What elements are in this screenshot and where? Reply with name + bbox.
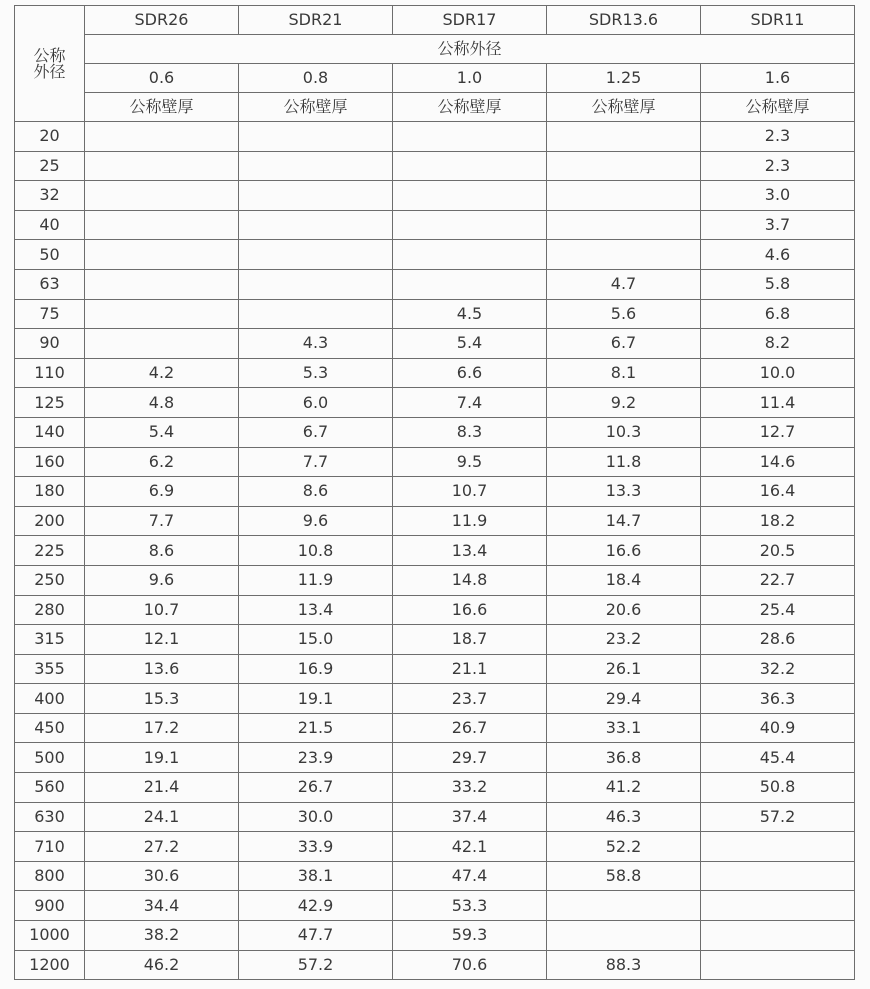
wall-thickness-cell: 46.3 <box>547 802 701 832</box>
wall-thickness-cell <box>85 181 239 211</box>
table-row <box>15 477 855 507</box>
pressure-values-row <box>15 64 855 93</box>
wall-thickness-cell: 57.2 <box>701 802 855 832</box>
sdr-label: SDR11 <box>701 6 855 35</box>
wall-thickness-cell: 4.5 <box>393 299 547 329</box>
wall-thickness-cell: 2.3 <box>701 151 855 181</box>
wall-thickness-cell: 21.4 <box>85 773 239 803</box>
table-row <box>15 832 855 862</box>
wall-thickness-cell: 23.2 <box>547 625 701 655</box>
wall-thickness-cell: 6.7 <box>547 329 701 359</box>
outer-diameter-cell: 32 <box>15 181 85 211</box>
wall-thickness-cell: 22.7 <box>701 565 855 595</box>
wall-thickness-cell: 70.6 <box>393 950 547 980</box>
wall-thickness-cell: 9.2 <box>547 388 701 418</box>
outer-diameter-cell: 75 <box>15 299 85 329</box>
wall-thickness-cell: 52.2 <box>547 832 701 862</box>
table-row <box>15 210 855 240</box>
table-row <box>15 447 855 477</box>
sdr-label: SDR26 <box>85 6 239 35</box>
wall-thickness-cell: 5.4 <box>85 417 239 447</box>
outer-diameter-cell: 20 <box>15 122 85 152</box>
wall-thickness-cell: 8.6 <box>85 536 239 566</box>
wall-thickness-cell: 3.0 <box>701 181 855 211</box>
wall-thickness-cell <box>239 151 393 181</box>
wall-caption-row <box>15 93 855 122</box>
wall-thickness-cell: 8.1 <box>547 358 701 388</box>
wall-thickness-cell: 58.8 <box>547 861 701 891</box>
outer-diameter-cell: 450 <box>15 713 85 743</box>
wall-thickness-cell: 38.1 <box>239 861 393 891</box>
outer-diameter-cell: 315 <box>15 625 85 655</box>
table-row <box>15 802 855 832</box>
outer-diameter-cell: 900 <box>15 891 85 921</box>
wall-thickness-cell: 26.1 <box>547 654 701 684</box>
outer-diameter-cell: 63 <box>15 269 85 299</box>
table-row <box>15 565 855 595</box>
wall-thickness-cell: 6.6 <box>393 358 547 388</box>
wall-thickness-cell: 19.1 <box>85 743 239 773</box>
wall-thickness-cell: 8.6 <box>239 477 393 507</box>
wall-thickness-cell: 11.9 <box>239 565 393 595</box>
table-row <box>15 269 855 299</box>
wall-thickness-cell: 33.9 <box>239 832 393 862</box>
wall-thickness-cell: 50.8 <box>701 773 855 803</box>
wall-thickness-cell: 24.1 <box>85 802 239 832</box>
wall-thickness-cell: 21.5 <box>239 713 393 743</box>
wall-thickness-cell: 32.2 <box>701 654 855 684</box>
wall-thickness-cell: 10.7 <box>85 595 239 625</box>
wall-thickness-cell: 25.4 <box>701 595 855 625</box>
wall-thickness-cell: 6.8 <box>701 299 855 329</box>
wall-thickness-cell: 10.3 <box>547 417 701 447</box>
wall-thickness-cell <box>547 891 701 921</box>
pipe-dimension-table <box>14 5 855 980</box>
wall-thickness-cell: 15.0 <box>239 625 393 655</box>
wall-thickness-cell <box>239 269 393 299</box>
pressure-value: 1.6 <box>701 64 855 93</box>
sdr-label: SDR21 <box>239 6 393 35</box>
wall-thickness-cell <box>393 210 547 240</box>
table-row <box>15 536 855 566</box>
sdr-header-row <box>15 6 855 35</box>
wall-thickness-cell: 8.2 <box>701 329 855 359</box>
outer-diameter-cell: 40 <box>15 210 85 240</box>
wall-thickness-cell: 27.2 <box>85 832 239 862</box>
wall-thickness-cell: 6.7 <box>239 417 393 447</box>
table-row <box>15 358 855 388</box>
wall-thickness-cell: 20.5 <box>701 536 855 566</box>
table-row <box>15 181 855 211</box>
wall-thickness-cell: 20.6 <box>547 595 701 625</box>
outer-diameter-cell: 500 <box>15 743 85 773</box>
table-row <box>15 417 855 447</box>
wall-thickness-cell: 9.5 <box>393 447 547 477</box>
wall-thickness-cell: 53.3 <box>393 891 547 921</box>
wall-thickness-cell: 17.2 <box>85 713 239 743</box>
wall-thickness-cell: 15.3 <box>85 684 239 714</box>
sdr-label: SDR13.6 <box>547 6 701 35</box>
wall-thickness-cell: 46.2 <box>85 950 239 980</box>
wall-thickness-cell: 4.2 <box>85 358 239 388</box>
wall-thickness-cell: 28.6 <box>701 625 855 655</box>
wall-thickness-cell: 16.6 <box>393 595 547 625</box>
wall-thickness-cell: 16.9 <box>239 654 393 684</box>
table-row <box>15 654 855 684</box>
wall-thickness-cell: 14.8 <box>393 565 547 595</box>
wall-thickness-cell: 7.7 <box>239 447 393 477</box>
wall-thickness-cell: 7.7 <box>85 506 239 536</box>
wall-thickness-cell: 19.1 <box>239 684 393 714</box>
wall-thickness-cell <box>85 329 239 359</box>
wall-thickness-cell: 9.6 <box>85 565 239 595</box>
wall-thickness-cell: 88.3 <box>547 950 701 980</box>
wall-thickness-cell <box>701 891 855 921</box>
table-row <box>15 122 855 152</box>
wall-thickness-cell: 23.9 <box>239 743 393 773</box>
table-row <box>15 684 855 714</box>
table-row <box>15 713 855 743</box>
pressure-value: 1.0 <box>393 64 547 93</box>
wall-thickness-cell: 14.6 <box>701 447 855 477</box>
wall-thickness-cell: 11.8 <box>547 447 701 477</box>
wall-thickness-cell: 3.7 <box>701 210 855 240</box>
outer-diameter-cell: 560 <box>15 773 85 803</box>
wall-thickness-cell <box>701 861 855 891</box>
outer-diameter-cell: 180 <box>15 477 85 507</box>
wall-thickness-cell: 4.3 <box>239 329 393 359</box>
wall-thickness-cell: 21.1 <box>393 654 547 684</box>
wall-thickness-cell <box>393 122 547 152</box>
wall-thickness-cell: 10.7 <box>393 477 547 507</box>
wall-thickness-cell <box>85 240 239 270</box>
wall-thickness-cell: 5.8 <box>701 269 855 299</box>
pressure-value: 0.8 <box>239 64 393 93</box>
table-row <box>15 743 855 773</box>
wall-thickness-cell: 26.7 <box>393 713 547 743</box>
wall-thickness-cell: 42.1 <box>393 832 547 862</box>
wall-thickness-cell: 12.1 <box>85 625 239 655</box>
table-row <box>15 506 855 536</box>
outer-diameter-cell: 250 <box>15 565 85 595</box>
wall-thickness-cell: 6.2 <box>85 447 239 477</box>
wall-thickness-caption: 公称壁厚 <box>85 93 239 122</box>
wall-thickness-cell: 23.7 <box>393 684 547 714</box>
pressure-value: 0.6 <box>85 64 239 93</box>
wall-thickness-cell: 6.9 <box>85 477 239 507</box>
outer-diameter-cell: 355 <box>15 654 85 684</box>
wall-thickness-cell: 33.1 <box>547 713 701 743</box>
wall-thickness-cell: 16.4 <box>701 477 855 507</box>
wall-thickness-cell: 6.0 <box>239 388 393 418</box>
wall-thickness-cell: 41.2 <box>547 773 701 803</box>
wall-thickness-cell: 45.4 <box>701 743 855 773</box>
wall-thickness-cell: 8.3 <box>393 417 547 447</box>
wall-thickness-cell: 34.4 <box>85 891 239 921</box>
table-row <box>15 299 855 329</box>
wall-thickness-cell: 36.8 <box>547 743 701 773</box>
wall-thickness-cell <box>239 299 393 329</box>
table-row <box>15 861 855 891</box>
table-row <box>15 891 855 921</box>
wall-thickness-cell: 7.4 <box>393 388 547 418</box>
wall-thickness-cell: 10.8 <box>239 536 393 566</box>
wall-thickness-cell: 5.4 <box>393 329 547 359</box>
table-row <box>15 950 855 980</box>
outer-diameter-cell: 160 <box>15 447 85 477</box>
wall-thickness-cell: 9.6 <box>239 506 393 536</box>
wall-thickness-cell: 47.7 <box>239 921 393 951</box>
wall-thickness-cell <box>547 921 701 951</box>
wall-thickness-cell: 16.6 <box>547 536 701 566</box>
table-row <box>15 921 855 951</box>
table-row <box>15 625 855 655</box>
outer-diameter-cell: 1200 <box>15 950 85 980</box>
wall-thickness-cell <box>547 210 701 240</box>
wall-thickness-cell <box>239 181 393 211</box>
wall-thickness-cell: 5.6 <box>547 299 701 329</box>
wall-thickness-cell: 12.7 <box>701 417 855 447</box>
outer-diameter-cell: 800 <box>15 861 85 891</box>
wall-thickness-cell <box>547 240 701 270</box>
table-row <box>15 240 855 270</box>
outer-diameter-cell: 125 <box>15 388 85 418</box>
wall-thickness-caption: 公称壁厚 <box>239 93 393 122</box>
wall-thickness-cell: 33.2 <box>393 773 547 803</box>
table-row <box>15 773 855 803</box>
outer-diameter-cell: 1000 <box>15 921 85 951</box>
wall-thickness-cell <box>701 950 855 980</box>
wall-thickness-cell: 14.7 <box>547 506 701 536</box>
wall-thickness-cell: 5.3 <box>239 358 393 388</box>
wall-thickness-cell: 37.4 <box>393 802 547 832</box>
wall-thickness-cell: 59.3 <box>393 921 547 951</box>
wall-thickness-cell: 30.6 <box>85 861 239 891</box>
wall-thickness-cell: 18.2 <box>701 506 855 536</box>
outer-diameter-cell: 200 <box>15 506 85 536</box>
outer-diameter-cell: 50 <box>15 240 85 270</box>
table-row <box>15 388 855 418</box>
wall-thickness-cell <box>85 151 239 181</box>
wall-thickness-cell: 13.3 <box>547 477 701 507</box>
outer-diameter-cell: 400 <box>15 684 85 714</box>
wall-thickness-cell: 13.6 <box>85 654 239 684</box>
pressure-caption: 公称外径 <box>85 35 855 64</box>
wall-thickness-cell: 40.9 <box>701 713 855 743</box>
outer-diameter-cell: 90 <box>15 329 85 359</box>
wall-thickness-cell <box>239 210 393 240</box>
sdr-label: SDR17 <box>393 6 547 35</box>
outer-diameter-cell: 25 <box>15 151 85 181</box>
wall-thickness-cell: 2.3 <box>701 122 855 152</box>
pressure-caption-row <box>15 35 855 64</box>
wall-thickness-caption: 公称壁厚 <box>393 93 547 122</box>
wall-thickness-cell <box>393 269 547 299</box>
wall-thickness-cell: 4.8 <box>85 388 239 418</box>
wall-thickness-cell <box>239 240 393 270</box>
wall-thickness-cell: 13.4 <box>393 536 547 566</box>
wall-thickness-cell <box>85 122 239 152</box>
outer-diameter-cell: 280 <box>15 595 85 625</box>
wall-thickness-cell <box>393 181 547 211</box>
nominal-od-header: 公称 外径 <box>15 6 85 122</box>
wall-thickness-cell <box>393 240 547 270</box>
wall-thickness-cell: 30.0 <box>239 802 393 832</box>
outer-diameter-cell: 710 <box>15 832 85 862</box>
wall-thickness-cell: 11.4 <box>701 388 855 418</box>
wall-thickness-cell: 42.9 <box>239 891 393 921</box>
wall-thickness-caption: 公称壁厚 <box>701 93 855 122</box>
wall-thickness-cell <box>85 269 239 299</box>
wall-thickness-cell: 38.2 <box>85 921 239 951</box>
table-row <box>15 151 855 181</box>
wall-thickness-cell <box>85 299 239 329</box>
wall-thickness-cell <box>701 921 855 951</box>
wall-thickness-cell <box>547 122 701 152</box>
wall-thickness-cell <box>239 122 393 152</box>
wall-thickness-cell: 4.7 <box>547 269 701 299</box>
table-row <box>15 329 855 359</box>
wall-thickness-cell <box>393 151 547 181</box>
wall-thickness-cell: 36.3 <box>701 684 855 714</box>
wall-thickness-cell: 26.7 <box>239 773 393 803</box>
wall-thickness-cell: 18.4 <box>547 565 701 595</box>
wall-thickness-cell <box>85 210 239 240</box>
wall-thickness-cell: 11.9 <box>393 506 547 536</box>
outer-diameter-cell: 630 <box>15 802 85 832</box>
wall-thickness-cell: 18.7 <box>393 625 547 655</box>
wall-thickness-cell: 29.7 <box>393 743 547 773</box>
wall-thickness-cell: 13.4 <box>239 595 393 625</box>
wall-thickness-cell <box>701 832 855 862</box>
wall-thickness-caption: 公称壁厚 <box>547 93 701 122</box>
wall-thickness-cell: 57.2 <box>239 950 393 980</box>
wall-thickness-cell: 10.0 <box>701 358 855 388</box>
pressure-value: 1.25 <box>547 64 701 93</box>
wall-thickness-cell <box>547 181 701 211</box>
wall-thickness-cell: 47.4 <box>393 861 547 891</box>
wall-thickness-cell: 29.4 <box>547 684 701 714</box>
outer-diameter-cell: 225 <box>15 536 85 566</box>
wall-thickness-cell <box>547 151 701 181</box>
outer-diameter-cell: 140 <box>15 417 85 447</box>
table-row <box>15 595 855 625</box>
wall-thickness-cell: 4.6 <box>701 240 855 270</box>
outer-diameter-cell: 110 <box>15 358 85 388</box>
